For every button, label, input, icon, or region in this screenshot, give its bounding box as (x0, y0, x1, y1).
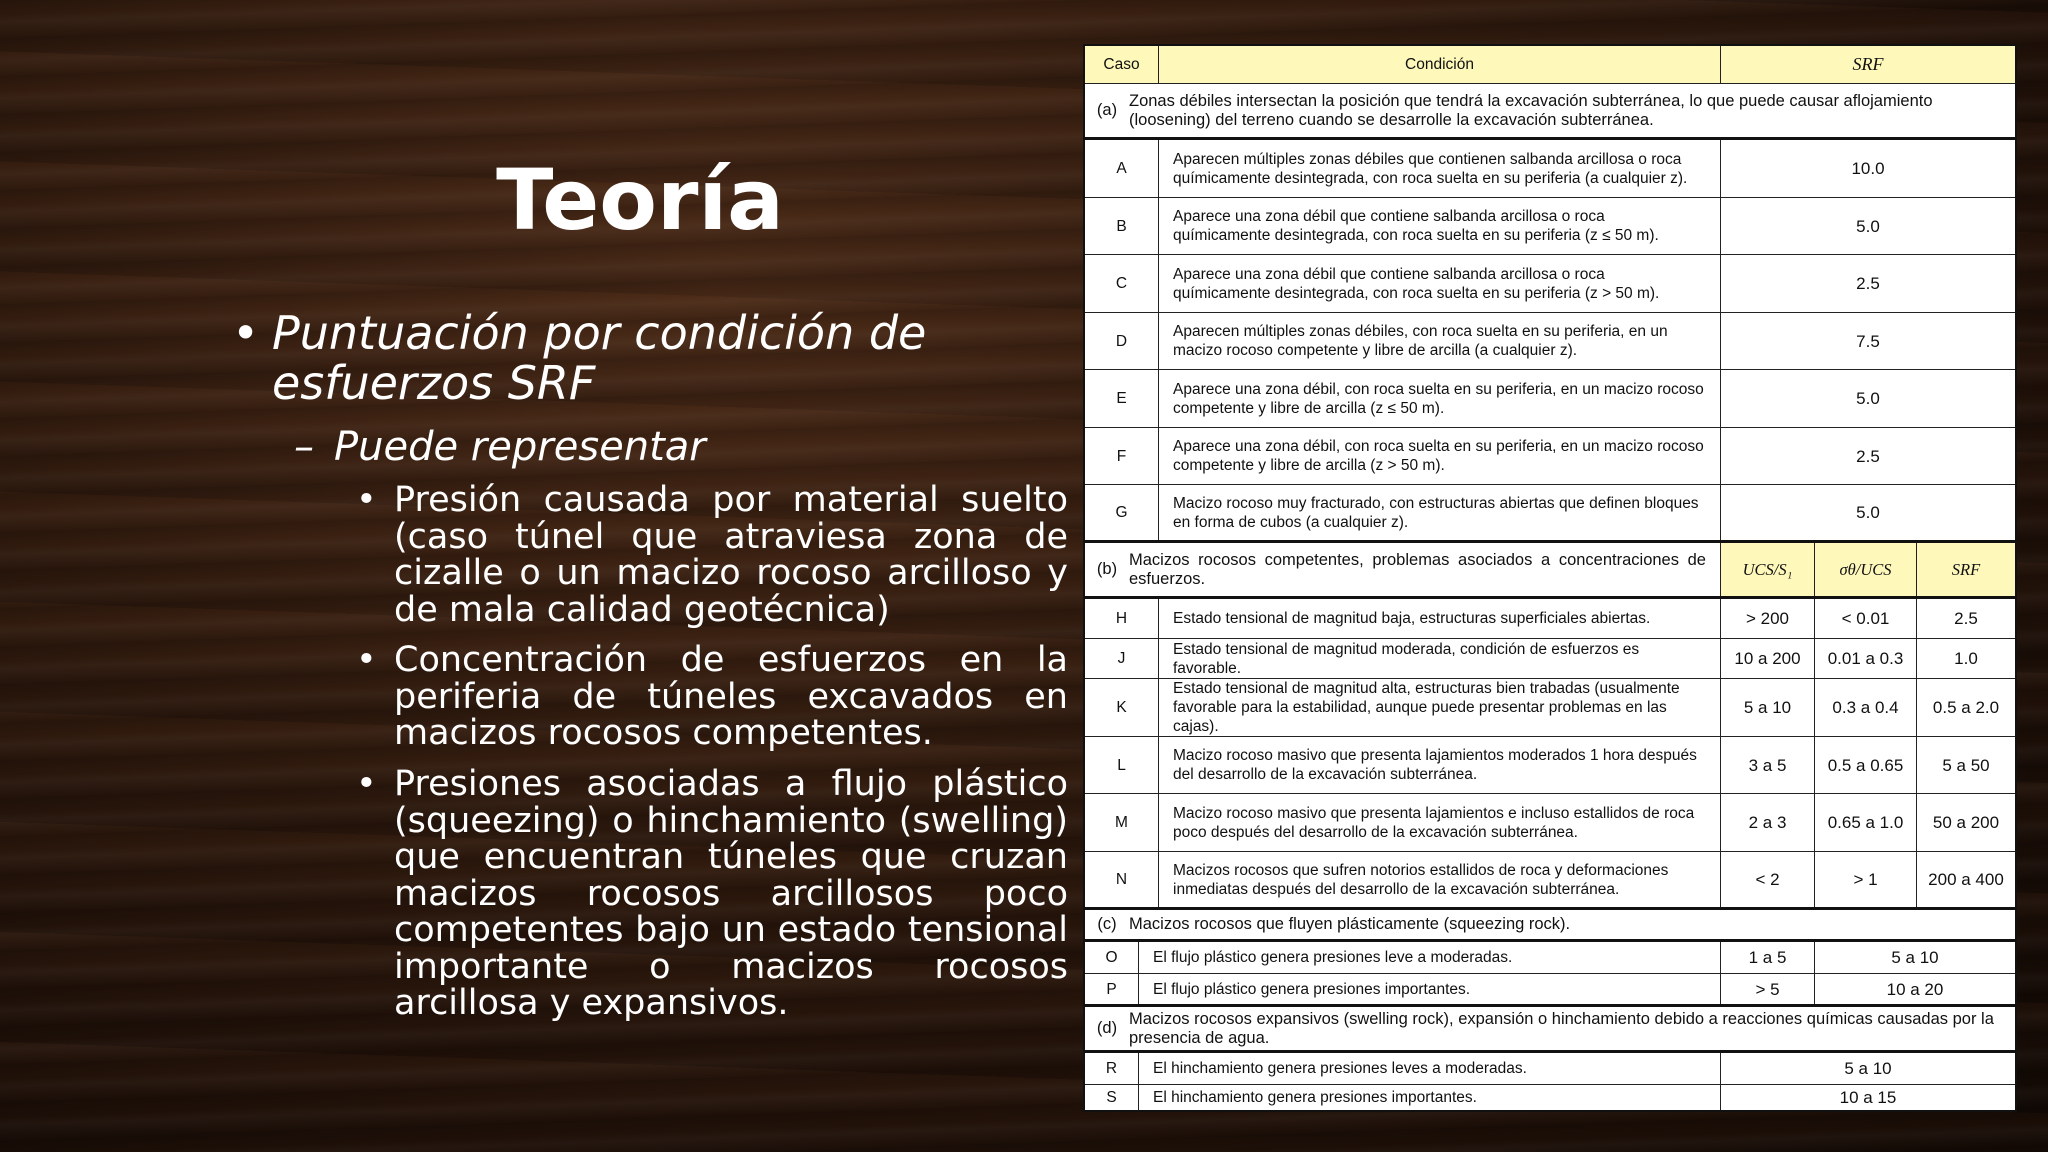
srf-cell: 0.5 a 2.0 (1932, 698, 2000, 717)
bullet-text: Presiones asociadas a flujo plástico (squeezing) o hinchamiento (swelling) que encuentran túneles que cruzan macizos rocosos arcillosos poco competentes bajo un estado tensional importante o macizos rocosos arcillosa y expansivos. (394, 764, 1068, 1023)
condition-cell: Aparecen múltiples zonas débiles, con roca suelta en su periferia, en un macizo rocoso competente y libre de arcilla (a cualquier z). (1159, 313, 1721, 369)
sigma-cell: 0.65 a 1.0 (1815, 794, 1917, 851)
section-d-header (1085, 1007, 2015, 1053)
sigma-cell: 0.3 a 0.4 (1815, 679, 1917, 736)
section-label: (c) (1097, 915, 1117, 933)
table-row (1085, 794, 2015, 852)
srf-cell: 5 a 10 (1891, 948, 1939, 967)
srf-cell: 2.5 (1856, 446, 1880, 466)
srf-cell: 5 a 50 (1942, 755, 1990, 775)
bullet-text: Presión causada por material suelto (caso túnel que atraviesa zona de cizalle o un macizo rocoso arcilloso y de mala calidad geotécnica) (394, 480, 1068, 630)
section-label: (a) (1096, 101, 1118, 119)
sigma-cell: > 1 (1815, 852, 1917, 907)
condition-cell: Macizo rocoso masivo que presenta lajamientos moderados 1 hora después del desarrollo de la excavación subterránea. (1159, 737, 1721, 793)
header-case: Caso (1085, 46, 1159, 83)
srf-cell: 50 a 200 (1932, 813, 2000, 832)
sigma-cell: 0.5 a 0.65 (1815, 737, 1917, 793)
case-cell: D (1085, 313, 1159, 369)
srf-cell: 10 a 15 (1839, 1088, 1897, 1107)
dash-marker: – (294, 424, 314, 470)
table-row (1085, 599, 2015, 639)
table-header (1085, 46, 2015, 84)
condition-cell: Macizo rocoso muy fracturado, con estructuras abiertas que definen bloques en forma de cubos (a cualquier z). (1159, 485, 1721, 540)
bullet-text: Puntuación por condición de esfuerzos SRF (272, 306, 927, 410)
section-text: Zonas débiles intersectan la posición que tendrá la excavación subterránea, lo que puede causar aflojamiento (loosening) del terreno cuando se desarrolle la excavación subterránea. (1129, 91, 1933, 129)
table-row (1085, 140, 2015, 198)
ucs-cell: > 200 (1721, 599, 1815, 638)
srf-cell: 5.0 (1856, 503, 1880, 522)
table-row (1085, 679, 2015, 737)
sigma-cell: < 0.01 (1815, 599, 1917, 638)
case-cell: B (1085, 198, 1159, 254)
table-row (1085, 370, 2015, 428)
case-cell: A (1085, 140, 1159, 197)
condition-cell: Macizo rocoso masivo que presenta lajamientos e incluso estallidos de roca poco después del desarrollo de la excavación subterránea. (1159, 794, 1721, 851)
header-sigma: σθ/UCS (1815, 543, 1917, 596)
case-cell: R (1085, 1053, 1139, 1084)
srf-cell: 10.0 (1851, 159, 1885, 178)
header-srf-b: SRF (1917, 543, 2015, 596)
table-row (1085, 942, 2015, 974)
case-cell: S (1085, 1085, 1139, 1110)
section-c-header (1085, 910, 2015, 942)
condition-cell: El hinchamiento genera presiones leves a moderadas. (1139, 1053, 1721, 1084)
ratio-cell: > 5 (1721, 974, 1815, 1004)
ratio-cell: 1 a 5 (1721, 942, 1815, 973)
case-cell: E (1085, 370, 1159, 427)
section-b-header (1085, 543, 2015, 599)
section-label: (b) (1096, 560, 1118, 578)
case-cell: P (1085, 974, 1139, 1004)
srf-cell: 5 a 10 (1844, 1059, 1892, 1078)
bullet-marker: • (232, 306, 260, 360)
condition-cell: El flujo plástico genera presiones importantes. (1139, 974, 1721, 1004)
condition-cell: Aparece una zona débil, con roca suelta en su periferia, en un macizo rocoso competente y libre de arcilla (z ≤ 50 m). (1159, 370, 1721, 427)
section-text: Macizos rocosos expansivos (swelling rock), expansión o hinchamiento debido a reacciones químicas causadas por la presencia de agua. (1129, 1009, 1994, 1047)
condition-cell: Macizos rocosos que sufren notorios estallidos de roca y deformaciones inmediatas después del desarrollo de la excavación subterránea. (1159, 852, 1721, 907)
bullet-marker: • (356, 480, 377, 520)
header-srf: SRF (1852, 54, 1884, 74)
table-row (1085, 1053, 2015, 1085)
slide-title: Teoría (496, 151, 784, 249)
srf-cell: 10 a 20 (1886, 979, 1944, 999)
section-text: Macizos rocosos que fluyen plásticamente (squeezing rock). (1129, 915, 1571, 933)
srf-cell: 2.5 (1856, 274, 1880, 293)
ucs-cell: < 2 (1721, 852, 1815, 907)
table-row (1085, 639, 2015, 679)
table-row (1085, 974, 2015, 1007)
condition-cell: Estado tensional de magnitud alta, estructuras bien trabadas (usualmente favorable para la estabilidad, aunque puede presentar problemas en las cajas). (1159, 679, 1721, 736)
case-cell: G (1085, 485, 1159, 540)
srf-cell: 7.5 (1856, 331, 1880, 351)
srf-cell: 200 a 400 (1928, 870, 2004, 889)
case-cell: K (1085, 679, 1159, 736)
table-row (1085, 737, 2015, 794)
srf-cell: 5.0 (1856, 216, 1880, 236)
condition-cell: Estado tensional de magnitud baja, estructuras superficiales abiertas. (1159, 599, 1721, 638)
case-cell: O (1085, 942, 1139, 973)
srf-cell: 1.0 (1954, 649, 1978, 668)
sigma-cell: 0.01 a 0.3 (1815, 639, 1917, 678)
case-cell: F (1085, 428, 1159, 484)
srf-cell: 5.0 (1856, 389, 1880, 408)
case-cell: C (1085, 255, 1159, 312)
case-cell: M (1085, 794, 1159, 851)
condition-cell: El hinchamiento genera presiones importantes. (1139, 1085, 1721, 1110)
section-label: (d) (1096, 1019, 1118, 1037)
table-row (1085, 1085, 2015, 1110)
header-ucs: UCS/S₁ (1721, 543, 1815, 596)
bullet-marker: • (356, 764, 377, 804)
bullet-text: Puede representar (334, 424, 706, 470)
srf-table (1083, 44, 2017, 1112)
srf-cell: 2.5 (1954, 609, 1978, 628)
ucs-cell: 10 a 200 (1721, 639, 1815, 678)
table-row (1085, 428, 2015, 485)
case-cell: H (1085, 599, 1159, 638)
case-cell: N (1085, 852, 1159, 907)
condition-cell: Aparece una zona débil que contiene salbanda arcillosa o roca químicamente desintegrada, con roca suelta en su periferia (z ≤ 50 m). (1159, 198, 1721, 254)
table-row (1085, 255, 2015, 313)
ucs-cell: 5 a 10 (1721, 679, 1815, 736)
condition-cell: Aparece una zona débil que contiene salbanda arcillosa o roca químicamente desintegrada, con roca suelta en su periferia (z > 50 m). (1159, 255, 1721, 312)
section-text: Macizos rocosos competentes, problemas asociados a concentraciones de esfuerzos. (1129, 543, 1721, 596)
case-cell: L (1085, 737, 1159, 793)
bullet-text: Concentración de esfuerzos en la periferia de túneles excavados en macizos rocosos competentes. (394, 640, 1068, 753)
table-row (1085, 852, 2015, 910)
condition-cell: Estado tensional de magnitud moderada, condición de esfuerzos es favorable. (1159, 639, 1721, 678)
header-condition: Condición (1159, 46, 1721, 83)
ucs-cell: 3 a 5 (1721, 737, 1815, 793)
table-row (1085, 198, 2015, 255)
condition-cell: El flujo plástico genera presiones leve a moderadas. (1139, 942, 1721, 973)
table-row (1085, 313, 2015, 370)
table-row (1085, 485, 2015, 543)
bullet-marker: • (356, 640, 377, 680)
case-cell: J (1085, 639, 1159, 678)
ucs-cell: 2 a 3 (1721, 794, 1815, 851)
section-a-header (1085, 84, 2015, 140)
condition-cell: Aparece una zona débil, con roca suelta en su periferia, en un macizo rocoso competente y libre de arcilla (z > 50 m). (1159, 428, 1721, 484)
condition-cell: Aparecen múltiples zonas débiles que contienen salbanda arcillosa o roca químicamente desintegrada, con roca suelta en su periferia (a cualquier z). (1159, 140, 1721, 197)
